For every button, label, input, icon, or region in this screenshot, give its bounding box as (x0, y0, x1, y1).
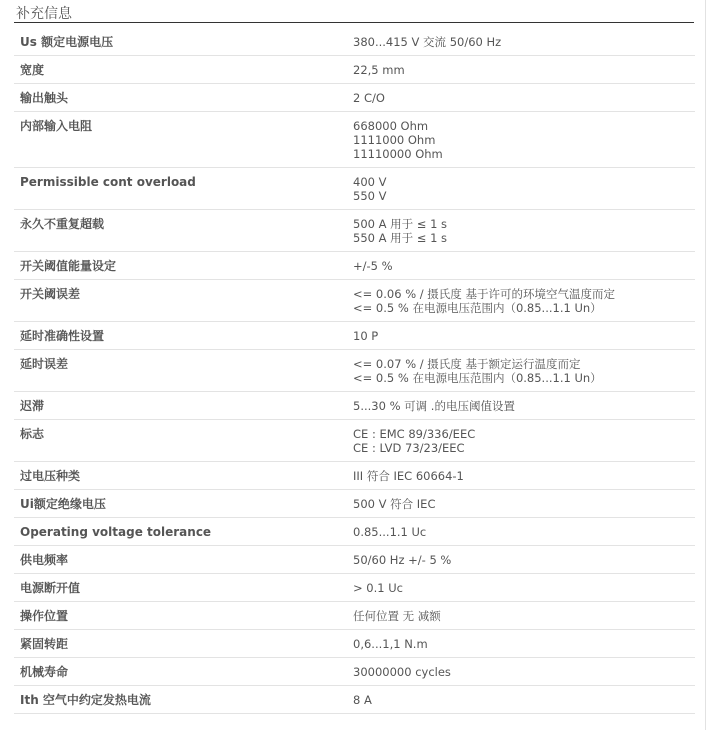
spec-value (353, 525, 695, 539)
page-edge-divider (705, 0, 706, 730)
spec-row (14, 630, 695, 658)
spec-value (353, 259, 695, 273)
spec-value-line: 550 V (353, 189, 387, 203)
spec-value-line: 1111000 Ohm (353, 133, 436, 147)
spec-row (14, 280, 695, 322)
spec-value-line: 0,6...1,1 N.m (353, 637, 428, 651)
spec-label: 过电压种类 (20, 469, 81, 483)
spec-value (353, 427, 695, 455)
spec-row (14, 28, 695, 56)
spec-row (14, 658, 695, 686)
spec-value-line: 380...415 V 交流 50/60 Hz (353, 35, 502, 49)
spec-row (14, 84, 695, 112)
spec-label: Operating voltage tolerance (20, 525, 212, 539)
spec-value (353, 35, 695, 49)
spec-row (14, 462, 695, 490)
spec-value-line: III 符合 IEC 60664-1 (353, 469, 464, 483)
spec-value (353, 497, 695, 511)
spec-label: 标志 (20, 427, 45, 441)
spec-value (353, 665, 695, 679)
spec-value (353, 217, 695, 245)
spec-row (14, 112, 695, 168)
spec-value-line: 0.85...1.1 Uc (353, 525, 427, 539)
spec-value-line: 2 C/O (353, 91, 385, 105)
spec-value-line: CE : LVD 73/23/EEC (353, 441, 465, 455)
spec-value-line: 500 V 符合 IEC (353, 497, 436, 511)
spec-value-line: <= 0.5 % 在电源电压范围内（0.85...1.1 Un） (353, 301, 602, 315)
spec-row (14, 686, 695, 714)
spec-label: 开关阈值能量设定 (20, 259, 117, 273)
spec-label: 操作位置 (20, 609, 69, 623)
spec-label: 开关阈误差 (20, 287, 81, 301)
spec-row (14, 574, 695, 602)
spec-value (353, 175, 695, 203)
spec-value-line: <= 0.06 % / 摄氏度 基于许可的环境空气温度而定 (353, 287, 615, 301)
spec-row (14, 518, 695, 546)
spec-label: 输出触头 (20, 91, 69, 105)
spec-value (353, 91, 695, 105)
spec-value-line: 400 V (353, 175, 387, 189)
spec-row (14, 546, 695, 574)
spec-label: 紧固转距 (20, 637, 69, 651)
spec-value (353, 63, 695, 77)
spec-value (353, 357, 695, 385)
spec-row (14, 392, 695, 420)
spec-label: 延时准确性设置 (20, 329, 105, 343)
spec-value-line: 22,5 mm (353, 63, 405, 77)
spec-value-line: 10 P (353, 329, 379, 343)
spec-label: 电源断开值 (20, 581, 81, 595)
section-divider (14, 22, 694, 23)
spec-label: 延时误差 (20, 357, 69, 371)
spec-label: 迟滞 (20, 399, 45, 413)
spec-value-line: +/-5 % (353, 259, 393, 273)
spec-value (353, 469, 695, 483)
spec-label: Ith 空气中约定发热电流 (20, 693, 151, 707)
spec-row (14, 168, 695, 210)
spec-value-line: 30000000 cycles (353, 665, 451, 679)
spec-label: 内部输入电阻 (20, 119, 93, 133)
spec-row (14, 490, 695, 518)
spec-value-line: 5...30 % 可调 .的电压阈值设置 (353, 399, 515, 413)
spec-label: 永久不重复超载 (20, 217, 105, 231)
spec-value (353, 329, 695, 343)
spec-row (14, 252, 695, 280)
spec-value (353, 287, 695, 315)
spec-value-line: 任何位置 无 减额 (353, 609, 441, 623)
spec-row (14, 210, 695, 252)
spec-label: Ui额定绝缘电压 (20, 497, 106, 511)
spec-row (14, 420, 695, 462)
spec-label: 宽度 (20, 63, 45, 77)
spec-value-line: 11110000 Ohm (353, 147, 443, 161)
spec-value-line: 550 A 用于 ≤ 1 s (353, 231, 448, 245)
spec-label: Us 额定电源电压 (20, 35, 114, 49)
spec-value (353, 553, 695, 567)
spec-value-line: 668000 Ohm (353, 119, 429, 133)
spec-value (353, 637, 695, 651)
spec-value-line: 500 A 用于 ≤ 1 s (353, 217, 448, 231)
spec-value-line: <= 0.07 % / 摄氏度 基于额定运行温度而定 (353, 357, 581, 371)
spec-row (14, 322, 695, 350)
spec-value (353, 119, 695, 161)
spec-row (14, 56, 695, 84)
spec-value (353, 399, 695, 413)
spec-value-line: > 0.1 Uc (353, 581, 403, 595)
spec-value-line: CE : EMC 89/336/EEC (353, 427, 476, 441)
spec-label: 供电频率 (20, 553, 69, 567)
spec-label: 机械寿命 (20, 665, 69, 679)
spec-table (14, 28, 695, 714)
spec-value-line: 8 A (353, 693, 372, 707)
spec-row (14, 602, 695, 630)
spec-value-line: <= 0.5 % 在电源电压范围内（0.85...1.1 Un） (353, 371, 602, 385)
section-title: 补充信息 (16, 6, 72, 22)
spec-value (353, 609, 695, 623)
spec-value (353, 693, 695, 707)
spec-label: Permissible cont overload (20, 175, 196, 189)
spec-row (14, 350, 695, 392)
spec-value (353, 581, 695, 595)
spec-value-line: 50/60 Hz +/- 5 % (353, 553, 452, 567)
